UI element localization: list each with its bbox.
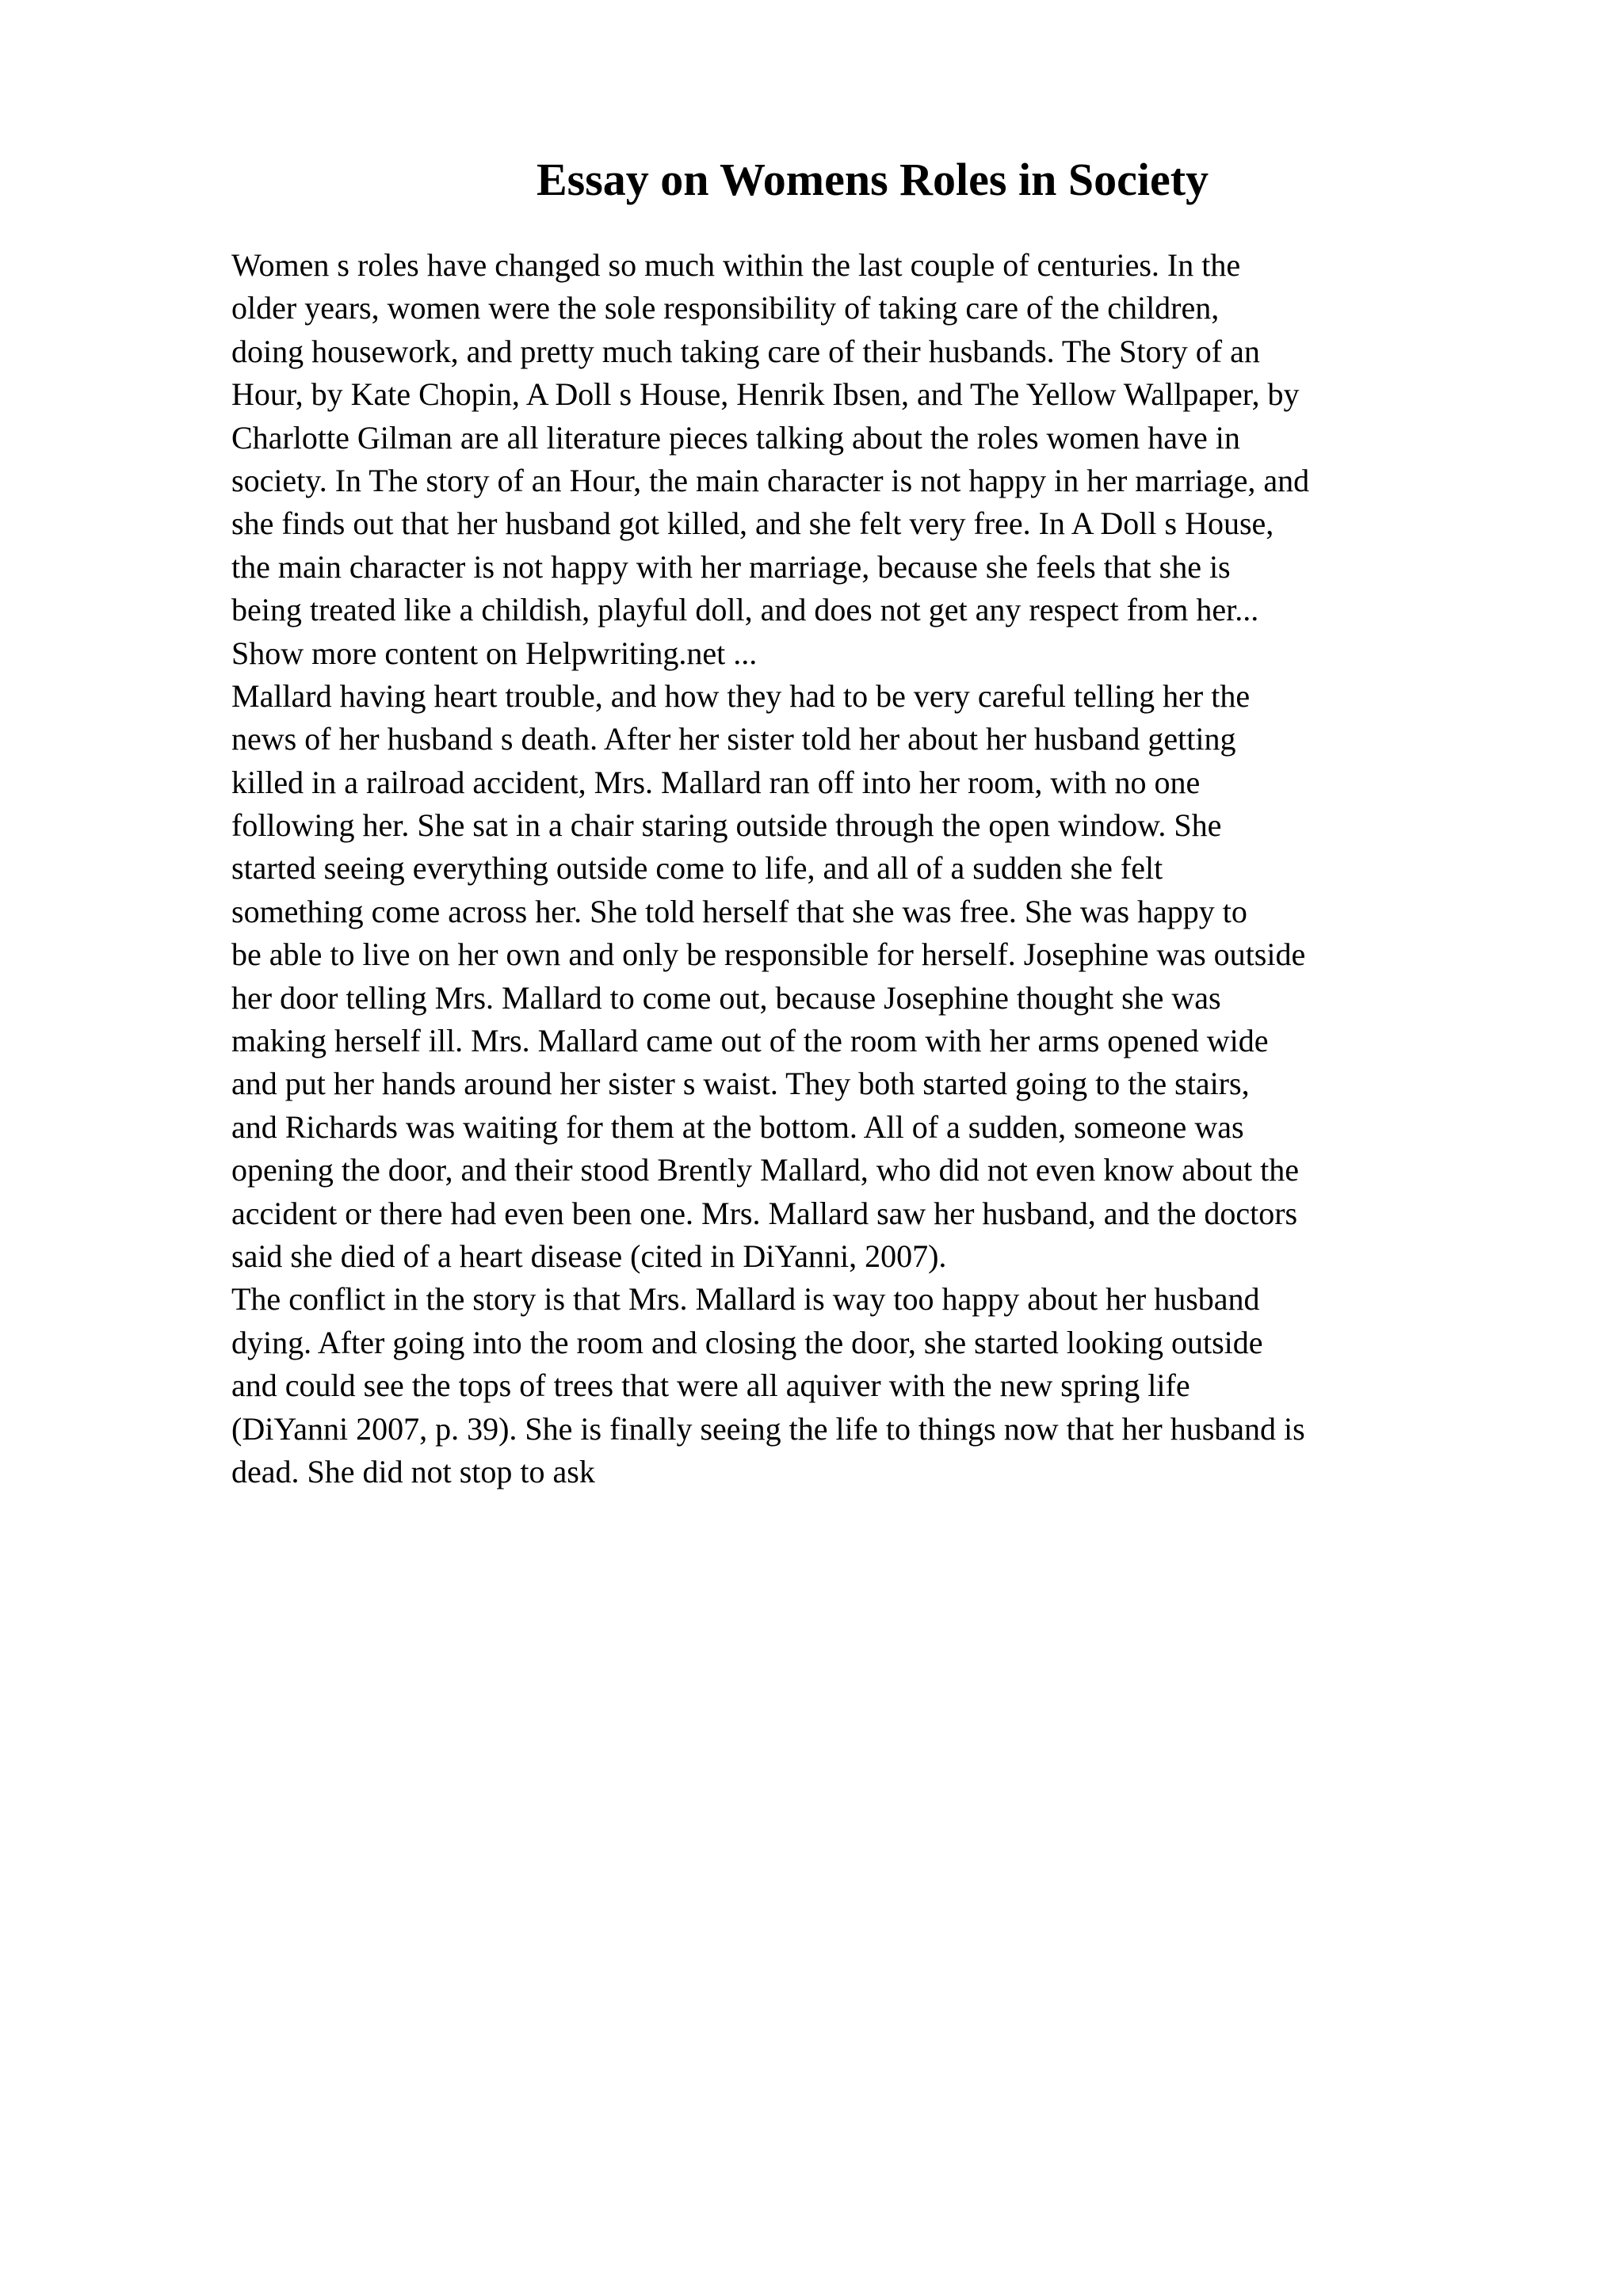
- text-line: she finds out that her husband got killed, and she felt very free. In A Doll s House,: [231, 505, 1274, 542]
- text-line: and Richards was waiting for them at the bottom. All of a sudden, someone was: [231, 1108, 1244, 1145]
- text-line: accident or there had even been one. Mrs. Mallard saw her husband, and the doctors: [231, 1195, 1298, 1231]
- text-line: opening the door, and their stood Brently Mallard, who did not even know about the: [231, 1152, 1300, 1188]
- text-line: something come across her. She told herself that she was free. She was happy to: [231, 893, 1247, 929]
- text-line: Mallard having heart trouble, and how they had to be very careful telling her the: [231, 677, 1251, 714]
- text-line: society. In The story of an Hour, the main character is not happy in her marriage, and: [231, 462, 1310, 498]
- text-line: said she died of a heart disease (cited in DiYanni, 2007).: [231, 1238, 947, 1274]
- text-line: (DiYanni 2007, p. 39). She is finally seeing the life to things now that her husband is: [231, 1410, 1305, 1447]
- text-line: the main character is not happy with her marriage, because she feels that she is: [231, 548, 1231, 585]
- text-line: started seeing everything outside come to life, and all of a sudden she felt: [231, 850, 1163, 887]
- text-line: dead. She did not stop to ask: [231, 1453, 595, 1489]
- text-line: Hour, by Kate Chopin, A Doll s House, Henrik Ibsen, and The Yellow Wallpaper, by: [231, 376, 1300, 413]
- text-line: and could see the tops of trees that were all aquiver with the new spring life: [231, 1367, 1190, 1404]
- text-line: news of her husband s death. After her sister told her about her husband getting: [231, 721, 1236, 757]
- text-line: being treated like a childish, playful doll, and does not get any respect from her...: [231, 592, 1259, 628]
- text-line: following her. She sat in a chair staring outside through the open window. She: [231, 807, 1222, 844]
- text-line: be able to live on her own and only be responsible for herself. Josephine was outside: [231, 936, 1306, 973]
- text-line: dying. After going into the room and closing the door, she started looking outside: [231, 1324, 1263, 1360]
- essay-body: [231, 244, 1515, 1493]
- text-line: Women s roles have changed so much within the last couple of centuries. In the: [231, 247, 1241, 283]
- text-line: killed in a railroad accident, Mrs. Mallard ran off into her room, with no one: [231, 764, 1201, 800]
- text-line: The conflict in the story is that Mrs. Mallard is way too happy about her husband: [231, 1281, 1260, 1318]
- text-line: and put her hands around her sister s waist. They both started going to the stairs,: [231, 1066, 1250, 1102]
- text-line: making herself ill. Mrs. Mallard came out of the room with her arms opened wide: [231, 1023, 1269, 1059]
- show-more-line: Show more content on Helpwriting.net ...: [231, 635, 758, 671]
- text-line: older years, women were the sole responsibility of taking care of the children,: [231, 290, 1220, 326]
- text-line: Charlotte Gilman are all literature pieces talking about the roles women have in: [231, 419, 1240, 456]
- text-line: her door telling Mrs. Mallard to come out, because Josephine thought she was: [231, 979, 1221, 1016]
- text-line: doing housework, and pretty much taking care of their husbands. The Story of an: [231, 333, 1260, 369]
- document-title: Essay on Womens Roles in Society: [536, 154, 1209, 205]
